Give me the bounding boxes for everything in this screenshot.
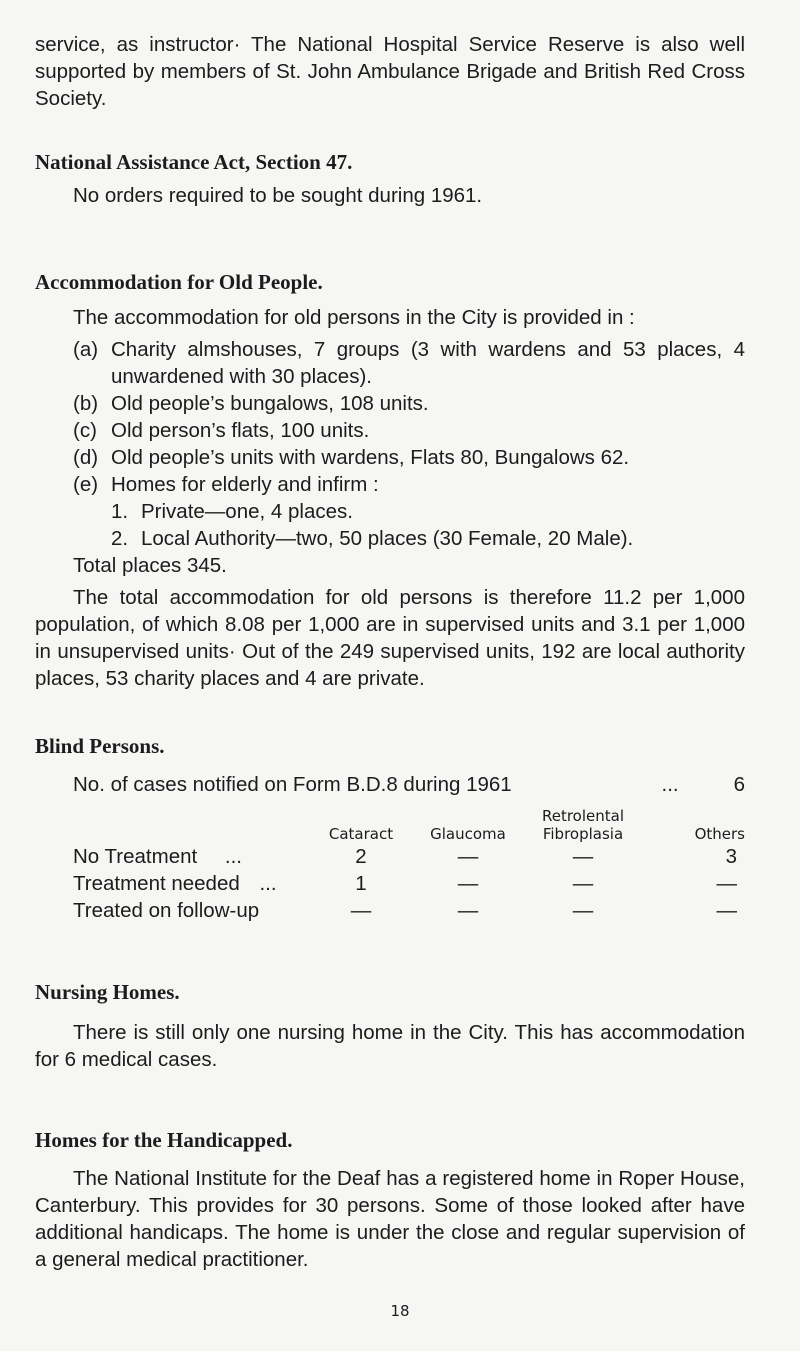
table-row [73, 897, 745, 924]
table-cell: — [457, 845, 479, 868]
sub-list-item-text: Local Authority—two, 50 places (30 Female, 20 Male). [141, 527, 634, 550]
old-people-intro: The accommodation for old persons in the City is provided in : [73, 306, 635, 329]
blind-heading: Blind Persons. [35, 734, 165, 758]
table-header-row [73, 807, 745, 843]
table-cell: 2 [355, 845, 367, 868]
row-label [73, 870, 310, 897]
column-header-glaucoma: Glaucoma [430, 825, 506, 843]
row-label-text: No Treatment [73, 845, 198, 868]
nursing-heading: Nursing Homes. [35, 980, 180, 1004]
list-item [73, 417, 745, 444]
old-people-list [35, 336, 745, 579]
notified-value: 6 [733, 773, 745, 796]
list-item-text: Homes for elderly and infirm : [111, 473, 379, 496]
list-item-label: (b) [73, 392, 99, 415]
table-cell: — [572, 899, 594, 922]
table-cell: — [350, 899, 372, 922]
column-header-others: Others [694, 825, 745, 843]
intro-section [35, 31, 745, 112]
national-assistance-heading: National Assistance Act, Section 47. [35, 150, 353, 174]
list-item-text: Old person’s flats, 100 units. [111, 419, 370, 442]
old-people-summary: The total accommodation for old persons is therefore 11.2 per 1,000 population, of which 8.08 per 1,000 are in supervised units and 3.1 per 1,000 in unsupervised units· Out of the 249 supervised units, 192 are local authority places, 53 charity places and 4 are private. [35, 586, 745, 690]
header-blank [73, 807, 310, 843]
table-cell: — [572, 872, 594, 895]
row-label [73, 897, 310, 924]
notified-dots: ... [661, 773, 679, 796]
page-number: 18 [390, 1302, 410, 1320]
table-cell: 1 [355, 872, 367, 895]
table-cell: — [457, 899, 479, 922]
sub-list-item [111, 525, 745, 552]
list-item-label: (e) [73, 473, 99, 496]
row-label-text: Treated on follow-up [73, 899, 260, 922]
table-cell: — [457, 872, 479, 895]
handicapped-heading: Homes for the Handicapped. [35, 1128, 293, 1152]
row-label [73, 843, 310, 870]
column-header-retrolental-line1: Retrolental [541, 807, 625, 825]
blind-table [73, 807, 745, 924]
notified-label: No. of cases notified on Form B.D.8 during 1961 [73, 773, 512, 796]
list-item-label: (c) [73, 419, 97, 442]
table-cell: — [716, 899, 737, 922]
national-assistance-text: No orders required to be sought during 1961. [73, 184, 483, 207]
handicapped-text: The National Institute for the Deaf has a registered home in Roper House, Canterbury. This provides for 30 persons. Some of those looked after have additional handicaps. The home is under the close and regular supervision of a general medical practitioner. [35, 1167, 745, 1271]
sub-list-item-label: 2. [111, 527, 129, 550]
nursing-section [35, 979, 745, 1073]
total-places: Total places 345. [73, 554, 227, 577]
sub-list-item-text: Private—one, 4 places. [141, 500, 353, 523]
list-item [73, 471, 745, 498]
handicapped-section [35, 1127, 745, 1273]
old-people-section [35, 269, 745, 692]
intro-paragraph: service, as instructor· The National Hospital Service Reserve is also well supported by members of St. John Ambulance Brigade and British Red Cross Society. [35, 33, 745, 110]
table-cell: — [572, 845, 594, 868]
list-item-text: Old people’s units with wardens, Flats 80, Bungalows 62. [111, 446, 630, 469]
list-item-label: (a) [73, 338, 99, 361]
sub-list-item [111, 498, 745, 525]
blind-section [35, 733, 745, 798]
table-row [73, 843, 745, 870]
notified-line [73, 771, 745, 798]
list-item-text: Charity almshouses, 7 groups (3 with wardens and 53 places, 4 unwardened with 30 places). [111, 338, 745, 388]
list-item [73, 336, 745, 390]
list-item [73, 444, 745, 471]
list-item [73, 390, 745, 417]
sub-list-item-label: 1. [111, 500, 129, 523]
column-header-retrolental-line2: Fibroplasia [542, 825, 624, 843]
table-cell: 3 [725, 845, 737, 868]
table-row [73, 870, 745, 897]
list-item-label: (d) [73, 446, 99, 469]
old-people-heading: Accommodation for Old People. [35, 270, 323, 294]
row-label-text: Treatment needed [73, 872, 240, 895]
row-dots: ... [259, 872, 277, 895]
list-item-text: Old people’s bungalows, 108 units. [111, 392, 429, 415]
table-cell: — [716, 872, 737, 895]
column-header-cataract: Cataract [328, 825, 394, 843]
nursing-text: There is still only one nursing home in the City. This has accommodation for 6 medical cases. [35, 1021, 745, 1071]
column-header-retrolental [524, 807, 642, 843]
row-dots: ... [224, 845, 242, 868]
national-assistance-section [35, 149, 745, 209]
